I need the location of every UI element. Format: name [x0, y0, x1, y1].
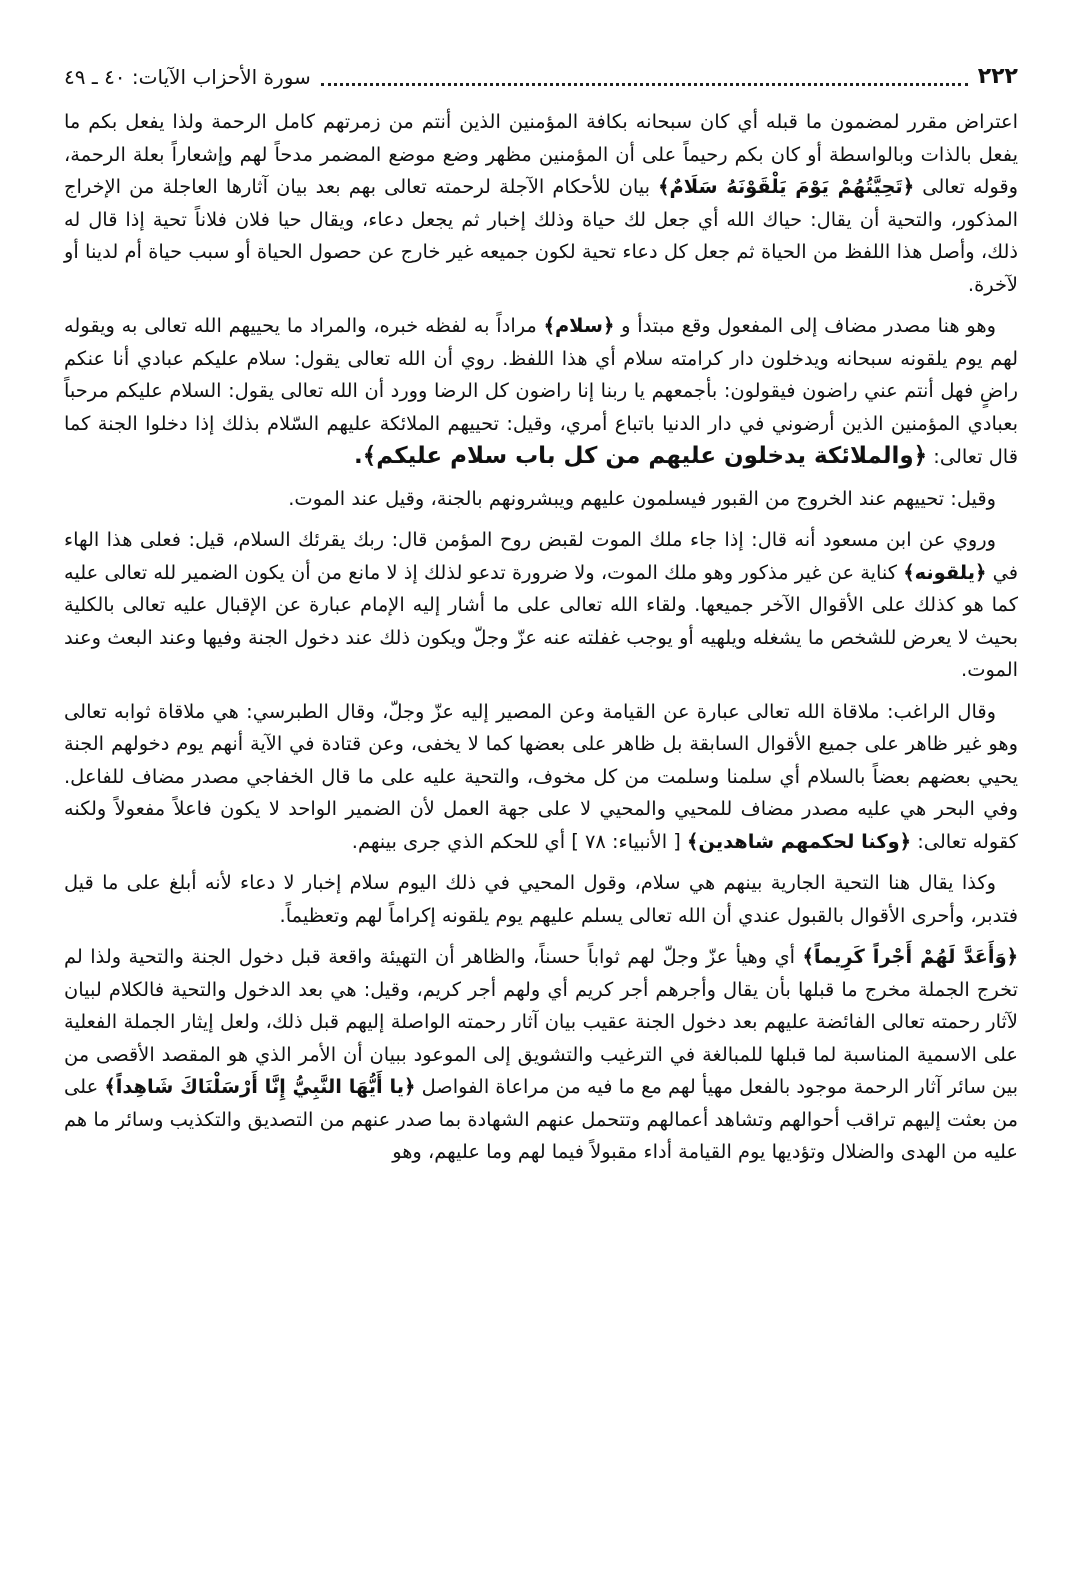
page-body — [64, 106, 1018, 1169]
paragraph-text: أي وهيأ عزّ وجلّ لهم ثواباً حسناً، والظاهر أن التهيئة واقعة قبل دخول الجنة والتحية ولذا لم تخرج الجملة مخرج ما قبلها بأن يقال وأجرهم أجر كريم أي ولهم أجر كريم، وقيل: هي بعد الدخول والتحية فالكلام لبيان لآثار رحمته تعالى الفائضة عليهم بعد دخول الجنة عقيب بيان آثار رحمته الواصلة إليهم قبل ذلك، ولعل إيثار الجملة الفعلية على الاسمية المناسبة لما قبلها للمبالغة في الترغيب والتشويق إلى الموعود ببيان أن الأمر الذي هو المقصد الأقصى من بين سائر آثار الرحمة موجود بالفعل مهيأ لهم مع ما فيه من مراعاة الفواصل — [64, 945, 1018, 1098]
paragraph-7 — [64, 941, 1018, 1169]
paragraph-text: مراداً به لفظه خبره، والمراد ما يحييهم الله تعالى به ويقوله لهم يوم يلقونه سبحانه ويدخلون دار كرامته سلام أي هذا اللفظ. روي أن الله تعالى يقول: سلام عليكم عبادي أنا عنكم راضٍ فهل أنتم عني راضون فيقولون: بأجمعهم يا ربنا إنا راضون كل الرضا وورد أن الله تعالى يقول: السلام عليكم مرحباً بعبادي المؤمنين الذين أرضوني في دار الدنيا باتباع أمري، وقيل: تحييهم الملائكة عليهم السّلام بذلك إذا دخلوا الجنة كما قال تعالى: — [64, 314, 1018, 468]
quran-verse: ﴿وَأَعَدَّ لَهُمْ أَجْراً كَرِيماً﴾ — [802, 945, 1018, 968]
quran-verse: ﴿والملائكة يدخلون عليهم من كل باب سلام عليكم﴾. — [354, 443, 928, 469]
paragraph-text: وهو هنا مصدر مضاف إلى المفعول وقع مبتدأ و — [621, 314, 997, 337]
paragraph-text: أي للحكم الذي جرى بينهم. — [351, 829, 566, 853]
quran-verse: ﴿وكنا لحكمهم شاهدين﴾ — [687, 829, 912, 853]
paragraph-text: كناية عن غير مذكور وهو ملك الموت، ولا ضرورة تدعو لذلك إذ لا مانع من أن يكون الضمير لله تعالى عليه كما هو كذلك على الأقوال الآخر جميعها. ولقاء الله تعالى على ما أشار إليه الإمام عبارة عن الإقبال عليه تعالى بالكلية بحيث لا يعرض للشخص ما يشغله ويلهيه أو يوجب غفلته عنه عزّ وجلّ ويكون ذلك عند دخول الجنة وفيها وعند البعث وعند الموت. — [64, 560, 1018, 681]
quran-verse: ﴿تَحِيَّتُهُمْ يَوْمَ يَلْقَوْنَهُ سَلَامٌ﴾ — [658, 175, 915, 198]
paragraph-6 — [64, 867, 1018, 932]
paragraph-text: وروي عن ابن مسعود أنه قال: إذا جاء ملك الموت لقبض روح المؤمن قال: ربك يقرئك السلام، قيل: فعلى هذا الهاء في — [64, 528, 1019, 584]
paragraph-text: وقيل: تحييهم عند الخروج من القبور فيسلمون عليهم ويبشرونهم بالجنة، وقيل عند الموت. — [288, 486, 996, 510]
paragraph-text: بيان للأحكام الآجلة لرحمته تعالى بهم بعد بيان آثارها العاجلة من الإخراج المذكور، والتحية أن يقال: حياك الله أي جعل لك حياة وذلك إخبار ثم يجعل دعاء، ويقال حيا فلان فلاناً تحية إذا قال له ذلك، وأصل هذا اللفظ من الحياة ثم جعل كل دعاء تحية لكون جميعه غير خارج عن حصول الحياة أو سبب حياة أم لدينا أو لآخرة. — [64, 175, 1018, 296]
paragraph-5 — [64, 696, 1018, 859]
paragraph-text: على من بعثت إليهم تراقب أحوالهم وتشاهد أعمالهم وتتحمل عنهم الشهادة بما صدر عنهم من التصديق والتكذيب وسائر ما هم عليه من الهدى والضلال وتؤديها يوم القيامة أداء مقبولاً فيما لهم وما عليهم، وهو — [64, 1075, 1018, 1163]
quran-verse: ﴿يا أَيُّهَا النَّبِيُّ إِنَّا أَرْسَلْنَاكَ شَاهِداً﴾ — [104, 1075, 416, 1098]
quran-verse: ﴿سلام﴾ — [543, 314, 615, 337]
paragraph-text: وقال الراغب: ملاقاة الله تعالى عبارة عن القيامة وعن المصير إليه عزّ وجلّ، وقال الطبرسي: هي ملاقاة ثوابه تعالى وهو غير ظاهر على جميع الأقوال السابقة بل ظاهر على بعضها كما لا يخفى، وعن قتادة في الآية أنهم يوم دخولهم الجنة يحيي بعضهم بعضاً بالسلام أي سلمنا وسلمت من كل مخوف، والتحية عليه على ما قال الخفاجي مصدر مضاف للفاعل. وفي البحر هي عليه مصدر مضاف للمحيي والمحيي لا على جهة العمل لأن الضمير الواحد لا يكون فاعلاً مفعولاً ولكنه كقوله تعالى: — [64, 699, 1018, 853]
surah-title: سورة الأحزاب الآيات: ٤٠ ـ ٤٩ — [64, 65, 311, 89]
paragraph-2 — [64, 310, 1018, 474]
paragraph-text: وكذا يقال هنا التحية الجارية بينهم هي سلام، وقول المحيي في ذلك اليوم سلام إخبار لا دعاء لأنه أبلغ على ما قيل فتدبر، وأحرى الأقوال بالقبول عندي أن الله تعالى يسلم عليهم يوم يلقونه إكراماً لهم وتعظيماً. — [64, 871, 1018, 927]
paragraph-1 — [64, 106, 1018, 301]
paragraph-3 — [64, 483, 1018, 516]
paragraph-text: اعتراض مقرر لمضمون ما قبله أي كان سبحانه بكافة المؤمنين الذين أنتم من زمرتهم كامل الرحمة ولذا يفعل بكم ما يفعل بالذات وبالواسطة أو كان بكم رحيماً على أن المؤمنين مظهر وضع موضع المضمر مدحاً لهم وإشعاراً بعلة الرحمة، وقوله تعالى — [64, 110, 1018, 198]
paragraph-4 — [64, 524, 1018, 687]
header-dotted-leader — [321, 69, 968, 86]
quran-verse: ﴿يلقونه﴾ — [903, 560, 987, 584]
verse-reference: [ الأنبياء: ٧٨ ] — [571, 829, 681, 853]
page-number: ٢٢٢ — [977, 64, 1018, 89]
page-header — [64, 62, 1018, 92]
